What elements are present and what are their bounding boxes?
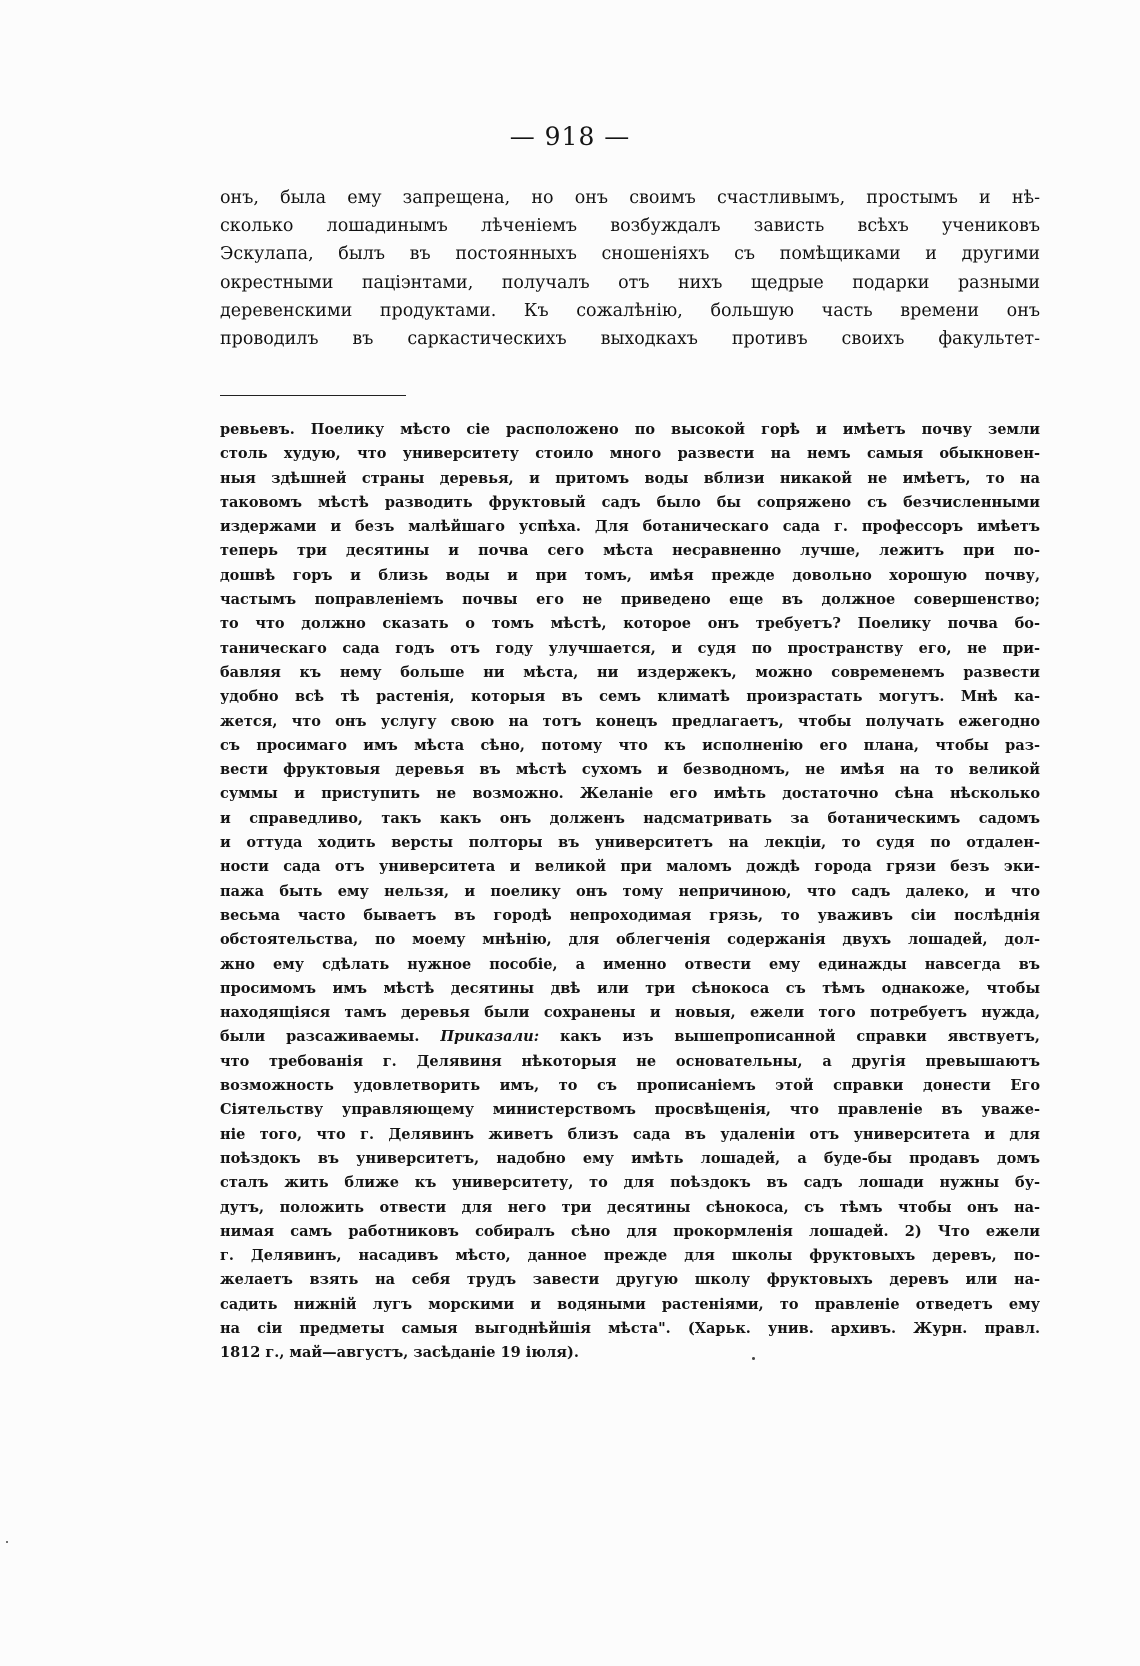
footnote-line: жно ему сдѣлать нужное пособіе, а именно отвести ему единажды навсегда въ: [220, 955, 1040, 973]
footnote-line: бавляя къ нему больше ни мѣста, ни издержекъ, можно современемъ развести: [220, 663, 1040, 681]
footnote-line: ности сада отъ университета и великой при маломъ дождѣ города грязи безъ эки-: [220, 858, 1040, 876]
footnote-line: то что должно сказать о томъ мѣстѣ, которое онъ требуетъ? Поелику почва бо-: [220, 615, 1040, 633]
italic-prikazali: Приказали:: [440, 1028, 540, 1046]
footnote-line: возможность удовлетворить имъ, то съ прописаніемъ этой справки донести Его: [220, 1077, 1040, 1095]
text-line: онъ, была ему запрещена, но онъ своимъ счастливымъ, простымъ и нѣ-: [220, 188, 1040, 208]
footnote-line: издержами и безъ малѣйшаго успѣха. Для ботаническаго сада г. профессоръ имѣетъ: [220, 518, 1040, 536]
footnote-line: обстоятельства, по моему мнѣнію, для облегченія содержанія двухъ лошадей, дол-: [220, 931, 1040, 949]
footnote-line-end: какъ изъ вышепрописанной справки явствуетъ,: [559, 1028, 1040, 1046]
main-text-block: [220, 184, 1040, 353]
footnote-line: ніе того, что г. Делявинъ живетъ близъ сада въ удаленіи отъ университета и для: [220, 1125, 1040, 1143]
footnote-line: весьма часто бываетъ въ городѣ непроходимая грязь, то уваживъ сіи послѣднія: [220, 906, 1040, 924]
footnote-line: что требованія г. Делявиня нѣкоторыя не основательны, а другія превышаютъ: [220, 1052, 1040, 1070]
footnote-line: таническаго сада годъ отъ году улучшается, и судя по пространству его, не при-: [220, 639, 1040, 657]
footnote-line: частымъ поправленіемъ почвы его не приведено еще въ должное совершенство;: [220, 591, 1040, 609]
text-line: Эскулапа, былъ въ постоянныхъ сношеніяхъ съ помѣщиками и другими: [220, 244, 1040, 265]
footnote-line-last: 1812 г., май—августъ, засѣданіе 19 іюля).: [220, 1344, 579, 1362]
paper-speck: [6, 1541, 8, 1543]
footnote-line: дошвѣ горъ и близь воды и при томъ, имѣя прежде довольно хорошую почву,: [220, 566, 1040, 584]
footnote-line: на сіи предметы самыя выгоднѣйшія мѣста". (Харьк. унив. архивъ. Журн. правл.: [220, 1319, 1040, 1337]
footnote-line: нимая самъ работниковъ собиралъ сѣно для прокормленія лошадей. 2) Что ежели: [220, 1222, 1040, 1240]
footnote-line: садить нижній лугъ морскими и водяными растеніями, то правленіе отведетъ ему: [220, 1295, 1040, 1313]
page-number: — 918 —: [509, 122, 631, 151]
footnote-line: удобно всѣ тѣ растенія, которыя въ семъ климатѣ произрастать могутъ. Мнѣ ка-: [220, 688, 1040, 706]
footnote-line: и оттуда ходить версты полторы въ университетъ на лекціи, то судя по отдален-: [220, 834, 1040, 852]
footnote-block: [220, 418, 1040, 1366]
footnote-line: г. Делявинъ, насадивъ мѣсто, данное прежде для школы фруктовыхъ деревъ, по-: [220, 1247, 1040, 1265]
footnote-separator: [220, 395, 406, 396]
footnote-line: находящіяся тамъ деревья были сохранены и новыя, ежели того потребуетъ нужда,: [220, 1004, 1040, 1022]
text-line: окрестными паціэнтами, получалъ отъ нихъ щедрые подарки разными: [220, 272, 1040, 293]
footnote-line: вести фруктовыя деревья въ мѣстѣ сухомъ и безводномъ, не имѣя на то великой: [220, 761, 1040, 779]
footnote-line: жется, что онъ услугу свою на тотъ конецъ предлагаетъ, чтобы получать ежегодно: [220, 712, 1040, 730]
footnote-line: таковомъ мѣстѣ разводить фруктовый садъ было бы сопряжено съ безчисленными: [220, 493, 1040, 511]
footnote-line: ныя здѣшней страны деревья, и притомъ воды вблизи никакой не имѣетъ, то на: [220, 469, 1040, 487]
footnote-line: и справедливо, такъ какъ онъ долженъ надсматривать за ботаническимъ садомъ: [220, 809, 1040, 827]
text-line: проводилъ въ саркастическихъ выходкахъ противъ своихъ факультет-: [220, 329, 1040, 350]
text-line: сколько лошадинымъ лѣченіемъ возбуждалъ зависть всѣхъ учениковъ: [220, 216, 1040, 237]
paper-speck: [752, 1357, 755, 1360]
footnote-line: дутъ, положить отвести для него три десятины сѣнокоса, съ тѣмъ чтобы онъ на-: [220, 1198, 1040, 1216]
text-line: деревенскими продуктами. Къ сожалѣнію, большую часть времени онъ: [220, 300, 1040, 321]
footnote-line: пажа быть ему нельзя, и поелику онъ тому непричиною, что садъ далеко, и что: [220, 882, 1040, 900]
footnote-line: желаетъ взять на себя трудъ завести другую школу фруктовыхъ деревъ или на-: [220, 1271, 1040, 1289]
footnote-line-start: были разсаживаемы.: [220, 1028, 420, 1046]
footnote-line: столь худую, что университету стоило много развести на немъ самыя обыкновен-: [220, 445, 1040, 463]
footnote-line: съ просимаго имъ мѣста сѣно, потому что къ исполненію его плана, чтобы раз-: [220, 736, 1040, 754]
footnote-line-with-italic: [220, 1025, 1040, 1049]
footnote-line: поѣздокъ въ университетъ, надобно ему имѣть лошадей, а буде-бы продавъ домъ: [220, 1149, 1040, 1167]
footnote-line: Сіятельству управляющему министерствомъ просвѣщенія, что правленіе въ уваже-: [220, 1101, 1040, 1119]
footnote-line: ревьевъ. Поелику мѣсто сіе расположено по высокой горѣ и имѣетъ почву земли: [220, 421, 1040, 438]
footnote-line: суммы и приступить не возможно. Желаніе его имѣть достаточно сѣна нѣсколько: [220, 785, 1040, 803]
footnote-line: сталъ жить ближе къ университету, то для поѣздокъ въ садъ лошади нужны бу-: [220, 1174, 1040, 1192]
footnote-line: просимомъ имъ мѣстѣ десятины двѣ или три сѣнокоса съ тѣмъ однакоже, чтобы: [220, 979, 1040, 997]
footnote-line: теперь три десятины и почва сего мѣста несравненно лучше, лежитъ при по-: [220, 542, 1040, 560]
